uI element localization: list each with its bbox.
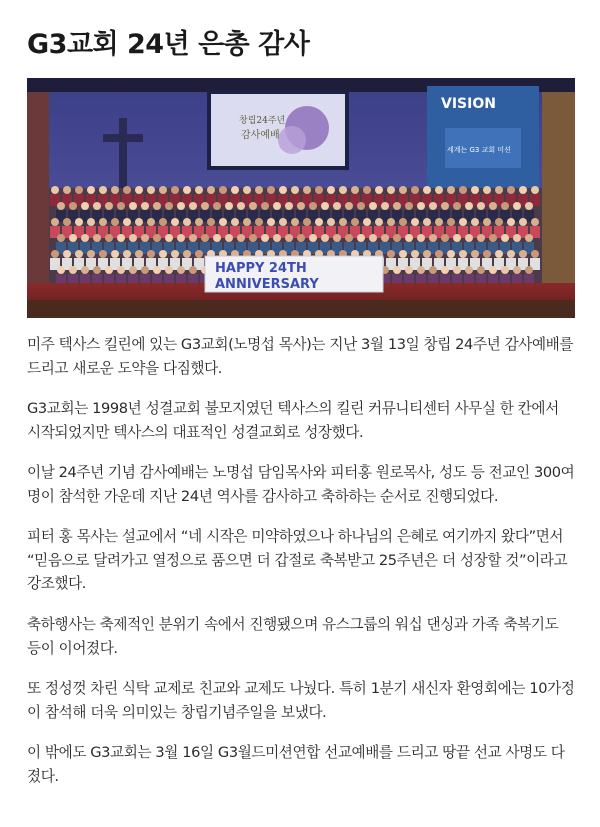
person-head [171,186,179,194]
person-head [471,186,479,194]
person-head [309,234,317,242]
person-head [183,250,191,258]
person-head [159,250,167,258]
person-head [363,218,371,226]
person-head [363,186,371,194]
person-head [435,218,443,226]
person-head [483,250,491,258]
person-head [159,218,167,226]
person-head [519,186,527,194]
person-head [297,202,305,210]
person-head [465,266,473,274]
person-head [405,266,413,274]
person-head [489,202,497,210]
person-head [69,202,77,210]
person-head [519,250,527,258]
person-head [453,234,461,242]
person-head [393,234,401,242]
paragraph-2: G3교회는 1998년 성결교회 불모지였던 텍사스의 킬린 커뮤니티센터 사무실 한 칸에서 시작되었지만 텍사스의 대표적인 성결교회로 성장했다. [27,400,559,441]
person-head [489,234,497,242]
person-head [201,202,209,210]
person-head [225,234,233,242]
person-head [525,202,533,210]
person-head [255,218,263,226]
person-head [285,234,293,242]
person-head [141,234,149,242]
person-head [207,218,215,226]
person-head [87,186,95,194]
person-head [453,202,461,210]
person-head [123,250,131,258]
person-head [147,250,155,258]
person-head [189,202,197,210]
person-head [495,218,503,226]
person-head [399,250,407,258]
person-head [375,218,383,226]
person-head [57,266,65,274]
person-head [507,250,515,258]
person-head [69,234,77,242]
person-head [417,266,425,274]
person-head [147,186,155,194]
person-head [459,186,467,194]
person-head [111,218,119,226]
person-head [105,266,113,274]
person-head [471,218,479,226]
person-head [441,202,449,210]
person-head [117,266,125,274]
person-head [165,266,173,274]
person-head [411,218,419,226]
person-head [411,250,419,258]
person-head [213,234,221,242]
person-head [99,218,107,226]
person-head [183,186,191,194]
person-head [507,218,515,226]
person-head [93,202,101,210]
person-head [435,186,443,194]
person-head [105,202,113,210]
person-head [255,186,263,194]
person-head [315,186,323,194]
paragraph-7: 이 밖에도 G3교회는 3월 16일 G3월드미션연합 선교예배를 드리고 땅끝 선교 사명도 다졌다. [27,744,565,785]
person-head [75,186,83,194]
person-head [75,250,83,258]
person-head [231,186,239,194]
person-head [303,218,311,226]
person-head [93,266,101,274]
person-head [207,186,215,194]
person-head [69,266,77,274]
person-head [81,234,89,242]
person-head [141,202,149,210]
person-head [273,234,281,242]
person-head [129,234,137,242]
banner-line1: HAPPY 24TH [215,261,307,276]
person-head [315,218,323,226]
article-title: G3교회 24년 은총 감사 [27,29,310,60]
person-head [429,266,437,274]
person-head [447,186,455,194]
person-head [267,218,275,226]
person-head [501,234,509,242]
person-head [63,218,71,226]
person-head [87,250,95,258]
person-head [483,186,491,194]
person-head [261,202,269,210]
person-head [117,234,125,242]
person-head [423,250,431,258]
person-head [351,218,359,226]
banner-line2: ANNIVERSARY [215,277,319,292]
person-head [63,186,71,194]
person-head [447,218,455,226]
vision-sub: 세계는 G3 교회 미션 [447,146,511,154]
person-head [483,218,491,226]
person-head [285,202,293,210]
person-head [477,234,485,242]
person-head [459,218,467,226]
person-head [423,186,431,194]
person-head [435,250,443,258]
person-head [519,218,527,226]
person-head [447,250,455,258]
vision-title: VISION [441,96,496,112]
person-head [357,234,365,242]
person-head [279,186,287,194]
person-head [531,250,539,258]
person-head [381,234,389,242]
person-head [369,234,377,242]
anniversary-banner [205,256,383,292]
person-head [87,218,95,226]
person-head [189,266,197,274]
person-head [393,266,401,274]
person-head [135,250,143,258]
person-head [513,234,521,242]
group-photo [27,78,575,318]
person-head [219,218,227,226]
person-head [357,202,365,210]
person-head [165,234,173,242]
person-head [441,234,449,242]
person-head [531,218,539,226]
person-head [417,234,425,242]
person-head [459,250,467,258]
person-head [405,202,413,210]
person-head [111,186,119,194]
person-head [369,202,377,210]
person-head [309,202,317,210]
person-head [429,202,437,210]
person-head [507,186,515,194]
person-head [291,218,299,226]
person-head [375,186,383,194]
person-head [453,266,461,274]
person-head [177,266,185,274]
person-head [423,218,431,226]
person-head [495,186,503,194]
person-head [327,218,335,226]
person-head [219,186,227,194]
person-head [99,186,107,194]
person-head [141,266,149,274]
person-head [171,250,179,258]
person-head [51,218,59,226]
person-head [411,186,419,194]
person-head [99,250,107,258]
person-head [105,234,113,242]
person-head [429,234,437,242]
person-head [51,186,59,194]
person-head [471,250,479,258]
person-head [399,218,407,226]
person-head [225,202,233,210]
person-head [465,234,473,242]
screen-heading: 창립24주년 [239,116,286,126]
person-head [477,266,485,274]
person-head [129,202,137,210]
person-head [153,266,161,274]
person-head [387,186,395,194]
person-head [171,218,179,226]
person-head [57,202,65,210]
person-head [195,186,203,194]
person-head [501,266,509,274]
person-head [153,202,161,210]
person-head [393,202,401,210]
person-head [405,234,413,242]
paragraph-5: 축하행사는 축제적인 분위기 속에서 진행됐으며 유스그룹의 워십 댄싱과 가족 축복기도 등이 이어졌다. [27,616,559,657]
person-head [189,234,197,242]
person-head [201,234,209,242]
person-head [387,250,395,258]
person-head [195,250,203,258]
person-head [249,202,257,210]
person-head [267,186,275,194]
person-head [177,234,185,242]
person-head [237,234,245,242]
person-head [399,186,407,194]
person-head [231,218,239,226]
person-head [513,266,521,274]
person-head [525,266,533,274]
person-head [333,234,341,242]
person-head [51,250,59,258]
person-head [123,186,131,194]
person-head [177,202,185,210]
person-head [81,266,89,274]
person-head [195,218,203,226]
person-head [339,218,347,226]
person-head [525,234,533,242]
person-head [387,218,395,226]
person-head [339,186,347,194]
person-head [123,218,131,226]
person-head [57,234,65,242]
person-head [111,250,119,258]
person-head [129,266,137,274]
paragraph-6: 또 정성껏 차린 식탁 교제로 친교와 교제도 나눴다. 특히 1분기 새신자 환영회에는 10가정이 참석해 더욱 의미있는 창립기념주일을 보냈다. [27,680,575,721]
person-head [417,202,425,210]
screen-subheading: 감사예배 [241,130,280,141]
person-head [63,250,71,258]
person-head [531,186,539,194]
person-head [135,218,143,226]
person-head [159,186,167,194]
person-head [75,218,83,226]
person-head [513,202,521,210]
person-head [291,186,299,194]
person-head [237,202,245,210]
person-head [213,202,221,210]
person-head [489,266,497,274]
person-head [153,234,161,242]
person-head [465,202,473,210]
person-head [273,202,281,210]
person-head [351,186,359,194]
person-head [135,186,143,194]
person-head [297,234,305,242]
person-head [321,202,329,210]
person-head [147,218,155,226]
person-head [183,218,191,226]
person-head [81,202,89,210]
person-head [243,218,251,226]
person-head [327,186,335,194]
person-head [501,202,509,210]
person-head [477,202,485,210]
person-head [303,186,311,194]
paragraph-3: 이날 24주년 기념 감사예배는 노명섭 담임목사와 피터홍 원로목사, 성도 등 전교인 300여 명이 참석한 가운데 지난 24년 역사를 감사하고 축하하는 순서로 진행되었다. [27,464,575,505]
person-head [117,202,125,210]
person-head [165,202,173,210]
person-head [441,266,449,274]
person-head [279,218,287,226]
person-head [345,234,353,242]
paragraph-4: 피터 홍 목사는 설교에서 “네 시작은 미약하였으나 하나님의 은혜로 여기까지 왔다”면서 “믿음으로 달려가고 열정으로 품으면 더 갑절로 축복받고 25주년은 더 성장할 것”이라고 강조했다. [27,528,568,592]
person-head [381,202,389,210]
paragraph-1: 미주 텍사스 킬린에 있는 G3교회(노명섭 목사)는 지난 3월 13일 창립 24주년 감사예배를 드리고 새로운 도약을 다짐했다. [27,336,574,377]
person-head [321,234,329,242]
person-head [93,234,101,242]
person-head [249,234,257,242]
person-head [243,186,251,194]
person-head [495,250,503,258]
person-head [345,202,353,210]
person-head [333,202,341,210]
person-head [261,234,269,242]
